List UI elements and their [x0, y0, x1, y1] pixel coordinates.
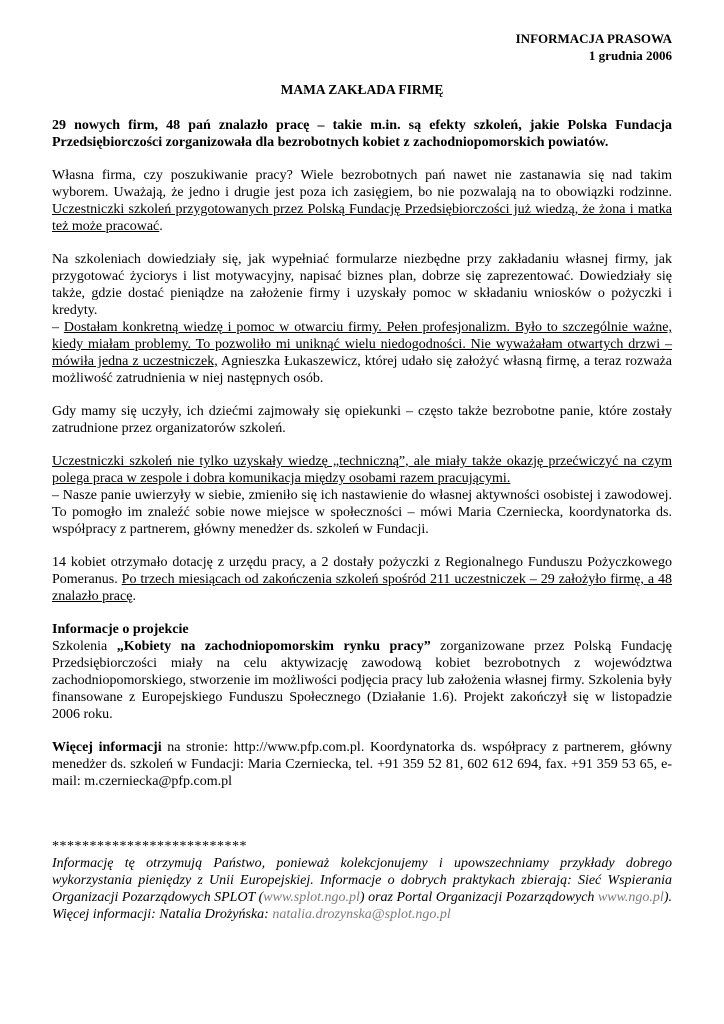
p2-text: Na szkoleniach dowiedziały się, jak wypełniać formularze niezbędne przy zakładaniu własnej firmy, jak przygotować życiorys i list motywacyjny, napisać biznes plan, dobrze się zaprezentować. Dowiedziały się także, gdzie dostać pieniądze na założenie firmy i uzyskały pomoc w składaniu wniosków o pożyczki i kredyty.	[52, 252, 672, 318]
project-body: zorganizowane przez Polską Fundację Przedsiębiorczości miały na celu aktywizację zawodową kobiet bezrobotnych z województwa zachodniopomorskiego, stworzenie im możliwości podjęcia pracy lub założenia własnej firmy. Szkolenia były finansowane z Europejskiego Funduszu Społecznego (Działanie 1.6). Projekt zakończył się w listopadzie 2006 roku.	[52, 639, 673, 722]
paragraph-3: Gdy mamy się uczyły, ich dziećmi zajmowały się opiekunki – często także bezrobotne panie, które zostały zatrudnione przez organizatorów szkoleń.	[52, 404, 672, 436]
p2-quote: Dostałam konkretną wiedzę i pomoc w otwarciu firmy. Pełen profesjonalizm. Było to szczególnie ważne, kiedy miałam problemy. To pozwoliło mi uniknąć wielu niedogodności. Nie wyważałam otwartych drzwi – mówiła jedna z uczestniczek,	[52, 320, 673, 369]
project-heading: Informacje o projekcie	[52, 622, 189, 637]
p4-quote: – Nasze panie uwierzyły w siebie, zmieniło się ich nastawienie do własnej aktywności osobistej i zawodowej. To pomogło im znaleźć sobie nowe miejsce w społeczności – mówi Maria Czerniecka, koordynatorka ds. współpracy z partnerem, główny menedżer ds. szkoleń w Fundacji.	[52, 488, 672, 537]
project-name: „Kobiety na zachodniopomorskim rynku pracy”	[116, 639, 431, 654]
p4-underlined: Uczestniczki szkoleń nie tylko uzyskały wiedzę „techniczną”, ale miały także okazję przećwiczyć na czym polega praca w zespole i dobra komunikacja między osobami razem pracującymi.	[52, 454, 672, 486]
footer-text-3: ). Więcej informacji: Natalia Drożyńska:	[52, 890, 672, 922]
paragraph-2	[52, 251, 672, 387]
footer-note	[52, 855, 672, 923]
more-info-text: na stronie: http://www.pfp.com.pl. Koordynatorka ds. współpracy z partnerem, główny menedżer ds. szkoleń w Fundacji: Maria Czerniecka, tel. +91 359 52 81, 602 612 694, fax. +91 359 53 65, e-mail: m.czerniecka@pfp.com.pl	[52, 740, 672, 789]
p1-text: Własna firma, czy poszukiwanie pracy? Wiele bezrobotnych pań nawet nie zastanawia się nad takim wyborem. Uważają, że jedno i drugie jest poza ich zasięgiem, bo nie pozwalają na to obowiązki rodzinne.	[52, 168, 672, 200]
paragraph-4	[52, 453, 672, 538]
p5-text: 14 kobiet otrzymało dotację z urzędu pracy, a 2 dostały pożyczki z Regionalnego Funduszu Pożyczkowego Pomeranus.	[52, 555, 672, 587]
header-label: INFORMACJA PRASOWA	[515, 31, 672, 46]
contact-email-link[interactable]: natalia.drozynska@splot.ngo.pl	[272, 907, 451, 922]
p2-rest: Agnieszka Łukaszewicz, której udało się założyć własną firmę, a teraz rozważa możliwość zatrudnienia w niej następnych osób.	[52, 354, 672, 386]
separator: **************************	[52, 839, 247, 854]
p5-end: .	[132, 589, 136, 604]
paragraph-5	[52, 554, 672, 605]
footer-text-2: ) oraz Portal Organizacji Pozarządowych	[359, 890, 598, 905]
header	[52, 30, 672, 64]
footer-text-1: Informację tę otrzymują Państwo, ponieważ kolekcjonujemy i upowszechniamy przykłady dobrego wykorzystania pieniędzy z Unii Europejskiej. Informacje o dobrych praktykach zbierają: Sieć Wspierania Organizacji Pozarządowych SPLOT (	[52, 856, 672, 905]
p1-underlined: Uczestniczki szkoleń przygotowanych przez Polską Fundację Przedsiębiorczości już wiedzą, że żona i matka też może pracować	[52, 202, 672, 234]
more-info	[52, 739, 672, 790]
paragraph-1	[52, 167, 672, 235]
press-release	[52, 30, 672, 923]
p1-end: .	[159, 219, 163, 234]
project-section	[52, 621, 672, 723]
more-info-label: Więcej informacji	[52, 740, 162, 755]
p5-underlined: Po trzech miesiącach od zakończenia szkoleń spośród 211 uczestniczek – 29 założyło firmę, a 48 znalazło pracę	[52, 572, 673, 604]
header-date: 1 grudnia 2006	[588, 48, 672, 63]
lead-paragraph: 29 nowych firm, 48 pań znalazło pracę – takie m.in. są efekty szkoleń, jakie Polska Fundacja Przedsiębiorczości zorganizowała dla bezrobotnych kobiet z zachodniopomorskich powiatów.	[52, 118, 672, 150]
p2-dash: –	[52, 320, 64, 335]
splot-link[interactable]: www.splot.ngo.pl	[263, 890, 360, 905]
ngo-link[interactable]: www.ngo.pl	[597, 890, 664, 905]
project-intro: Szkolenia	[52, 639, 117, 654]
page-title: MAMA ZAKŁADA FIRMĘ	[280, 82, 444, 97]
